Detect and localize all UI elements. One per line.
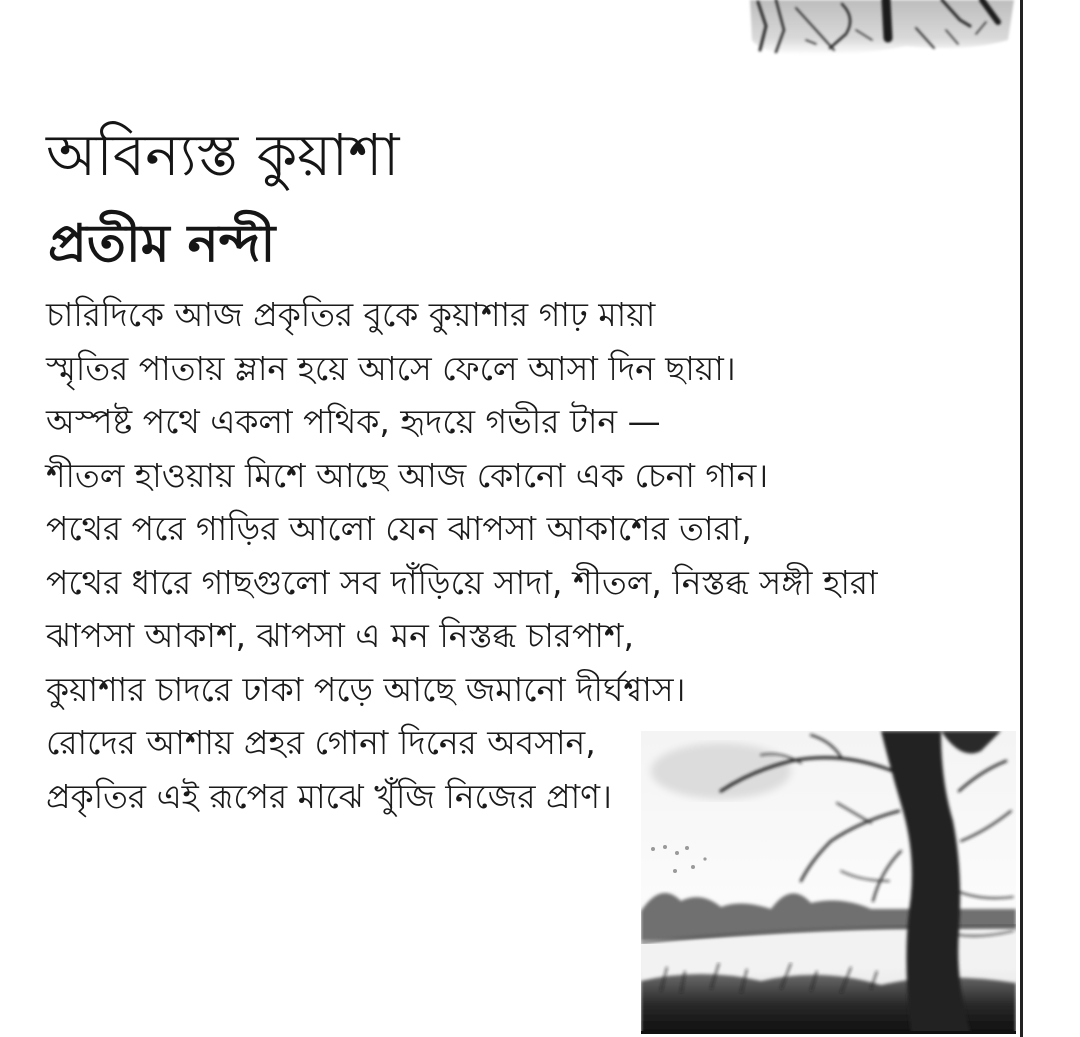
poem-body bbox=[46, 288, 1026, 823]
poem-line: পথের পরে গাড়ির আলো যেন ঝাপসা আকাশের তারা, bbox=[46, 509, 752, 548]
poem-author: প্রতীম নন্দী bbox=[48, 214, 276, 275]
poem-line: চারিদিকে আজ প্রকৃতির বুকে কুয়াশার গাঢ় মায়া bbox=[46, 295, 656, 334]
poem-line: কুয়াশার চাদরে ঢাকা পড়ে আছে জমানো দীর্ঘশ্বাস। bbox=[46, 669, 686, 709]
poem-line: রোদের আশায় প্রহর গোনা দিনের অবসান, bbox=[46, 723, 596, 762]
poem-line: ঝাপসা আকাশ, ঝাপসা এ মন নিস্তব্ধ চারপাশ, bbox=[46, 616, 634, 655]
bare-tree-sketch-icon bbox=[746, 0, 1018, 60]
poem-line: অস্পষ্ট পথে একলা পথিক, হৃদয়ে গভীর টান — bbox=[46, 402, 661, 441]
poem-title: অবিন্যস্ত কুয়াশা bbox=[46, 120, 400, 189]
poem-line: শীতল হাওয়ায় মিশে আছে আজ কোনো এক চেনা গান। bbox=[46, 455, 769, 495]
poem-line: পথের ধারে গাছগুলো সব দাঁড়িয়ে সাদা, শীতল, নিস্তব্ধ সঙ্গী হারা bbox=[46, 562, 878, 602]
poem-line: প্রকৃতির এই রূপের মাঝে খুঁজি নিজের প্রাণ। bbox=[46, 776, 612, 816]
top-illustration bbox=[746, 0, 1018, 60]
poem-line: স্মৃতির পাতায় ম্লান হয়ে আসে ফেলে আসা দিন ছায়া। bbox=[46, 348, 736, 388]
